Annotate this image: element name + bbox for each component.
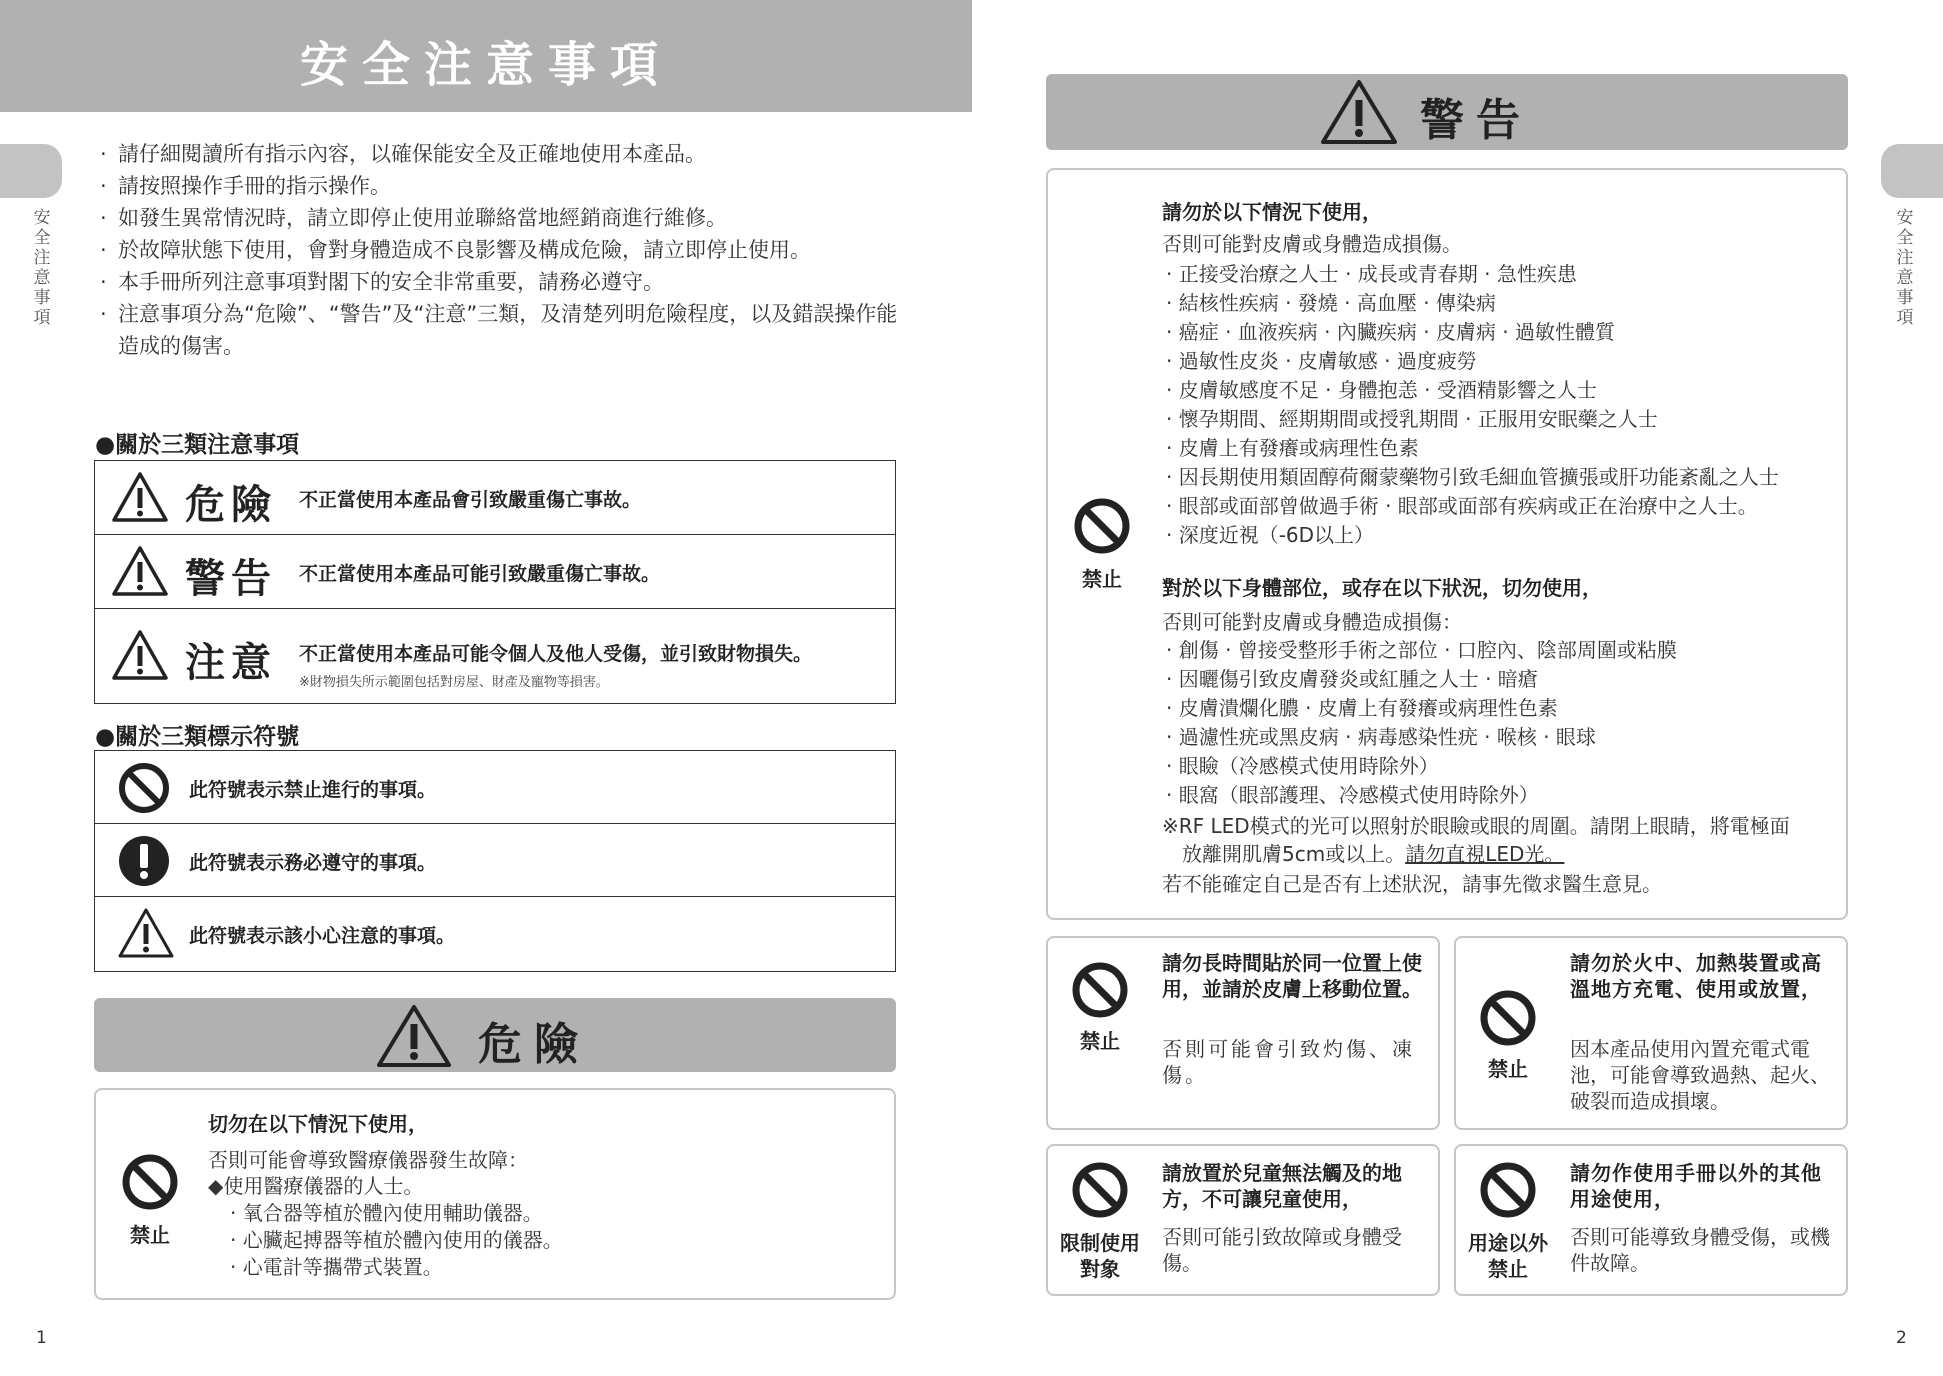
- symbol-row: [95, 824, 895, 897]
- side-tab-label-left: 安全注意事項: [33, 208, 51, 328]
- restricted-users-label: 限制使用對象: [1060, 1231, 1140, 1281]
- warning-note-cont: 放離開肌膚5cm或以上。: [1182, 842, 1406, 866]
- symbols-heading: ●關於三類標示符號: [95, 724, 300, 750]
- prohibition-heading: 請勿於火中、加熱裝置或高溫地方充電、使用或放置，: [1570, 951, 1822, 1001]
- page-number-right: 2: [1896, 1328, 1907, 1348]
- caution-icon: [117, 907, 175, 959]
- prohibited-icon: [120, 1152, 180, 1212]
- symbols-table: [94, 750, 896, 972]
- prohibited-label: 禁止: [1488, 1057, 1528, 1081]
- danger-banner-title: 危險: [478, 1019, 590, 1070]
- warning-footer: 若不能確定自己是否有上述狀況，請事先徵求醫生意見。: [1162, 872, 1662, 896]
- intro-item: · 請按照操作手冊的指示操作。: [100, 170, 900, 202]
- caution-icon: [376, 1004, 452, 1068]
- list-item: · 結核性疾病 · 發燒 · 高血壓 · 傳染病: [1166, 289, 1846, 318]
- page-number-left: 1: [36, 1328, 47, 1348]
- list-item: · 癌症 · 血液疾病 · 內臟疾病 · 皮膚病 · 過敏性體質: [1166, 318, 1846, 347]
- level-word: 警告: [185, 556, 277, 602]
- danger-box-intro: 否則可能會導致醫療儀器發生故障：: [208, 1148, 528, 1172]
- side-tab-right: [1881, 144, 1943, 198]
- list-item: · 心電計等攜帶式裝置。: [230, 1255, 443, 1279]
- list-item: · 皮膚潰爛化膿 · 皮膚上有發癢或病理性色素: [1166, 694, 1846, 723]
- level-desc: 不正當使用本產品可能引致嚴重傷亡事故。: [299, 563, 661, 585]
- prohibited-label: 禁止: [1080, 1029, 1120, 1053]
- intro-list: [100, 138, 900, 362]
- caution-icon: [111, 471, 169, 523]
- level-desc: 不正當使用本產品會引致嚴重傷亡事故。: [299, 489, 642, 511]
- warning-intro-2: 否則可能對皮膚或身體造成損傷：: [1162, 610, 1462, 634]
- intro-item: · 本手冊所列注意事項對閣下的安全非常重要，請務必遵守。: [100, 266, 900, 298]
- list-item: · 眼窩（眼部護理、冷感模式使用時除外）: [1166, 781, 1846, 810]
- prohibition-box: [1046, 936, 1440, 1130]
- intro-item: · 如發生異常情況時，請立即停止使用並聯絡當地經銷商進行維修。: [100, 202, 900, 234]
- warning-banner: [1046, 74, 1848, 150]
- symbol-text: 此符號表示該小心注意的事項。: [189, 925, 456, 947]
- prohibition-box: [1454, 936, 1848, 1130]
- list-item: · 過敏性皮炎 · 皮膚敏感 · 過度疲勞: [1166, 347, 1846, 376]
- prohibition-heading: 請勿作使用手冊以外的其他用途使用，: [1570, 1161, 1822, 1211]
- prohibition-body: 否則可能引致故障或身體受傷。: [1162, 1225, 1402, 1275]
- list-item: · 眼部或面部曾做過手術 · 眼部或面部有疾病或正在治療中之人士。: [1166, 492, 1846, 521]
- danger-box: [94, 1088, 896, 1300]
- prohibition-body: 否則可能導致身體受傷，或機件故障。: [1570, 1225, 1830, 1275]
- list-item: · 懷孕期間、經期期間或授乳期間 · 正服用安眠藥之人士: [1166, 405, 1846, 434]
- danger-box-list: [230, 1200, 563, 1281]
- prohibition-heading: 請放置於兒童無法觸及的地方，不可讓兒童使用，: [1162, 1161, 1402, 1211]
- warning-box: [1046, 168, 1848, 920]
- prohibition-body: 因本產品使用內置充電式電池，可能會導致過熱、起火、破裂而造成損壞。: [1570, 1037, 1830, 1113]
- warning-heading-2: 對於以下身體部位，或存在以下狀況，切勿使用，: [1162, 576, 1602, 600]
- prohibited-label: 禁止: [130, 1223, 170, 1247]
- list-item: · 深度近視（-6D以上）: [1166, 521, 1846, 550]
- prohibition-heading: 請勿長時間貼於同一位置上使用，並請於皮膚上移動位置。: [1162, 951, 1422, 1001]
- warning-intro-1: 否則可能對皮膚或身體造成損傷。: [1162, 232, 1462, 256]
- intro-item: · 於故障狀態下使用，會對身體造成不良影響及構成危險，請立即停止使用。: [100, 234, 900, 266]
- level-word: 危險: [185, 482, 277, 528]
- list-item: · 正接受治療之人士 · 成長或青春期 · 急性疾患: [1166, 260, 1846, 289]
- list-item: · 氧合器等植於體內使用輔助儀器。: [230, 1201, 543, 1225]
- list-item: · 過濾性疣或黑皮病 · 病毒感染性疣 · 喉核 · 眼球: [1166, 723, 1846, 752]
- prohibited-icon: [1072, 496, 1132, 556]
- danger-banner: [94, 998, 896, 1072]
- caution-icon: [111, 545, 169, 597]
- side-tab-left: [0, 144, 62, 198]
- prohibited-icon: [1478, 1160, 1538, 1220]
- mandatory-icon: [117, 834, 171, 888]
- list-item: · 眼瞼（冷感模式使用時除外）: [1166, 752, 1846, 781]
- level-note: ※財物損失所示範圍包括對房屋、財產及寵物等損害。: [299, 675, 609, 690]
- levels-heading: ●關於三類注意事項: [95, 432, 300, 458]
- warning-heading-1: 請勿於以下情況下使用，: [1162, 200, 1382, 224]
- danger-box-subheading: ◆使用醫療儀器的人士。: [208, 1174, 424, 1198]
- prohibition-box: [1454, 1144, 1848, 1296]
- caution-icon: [1320, 79, 1398, 145]
- list-item: · 因長期使用類固醇荷爾蒙藥物引致毛細血管擴張或肝功能紊亂之人士: [1166, 463, 1846, 492]
- page-title-bar: [0, 0, 972, 112]
- prohibited-icon: [117, 761, 171, 815]
- level-word: 注意: [185, 640, 277, 686]
- warning-note: ※RF LED模式的光可以照射於眼瞼或眼的周圍。請閉上眼睛，將電極面: [1162, 814, 1790, 838]
- caution-icon: [111, 629, 169, 681]
- symbol-row: [95, 897, 895, 970]
- warning-list-2: [1166, 636, 1846, 810]
- prohibited-icon: [1070, 1160, 1130, 1220]
- other-use-prohibited-label: 用途以外禁止: [1468, 1231, 1548, 1281]
- intro-item: · 請仔細閱讀所有指示內容，以確保能安全及正確地使用本產品。: [100, 138, 900, 170]
- warning-note-underlined: 請勿直視LED光。: [1405, 842, 1565, 866]
- level-row-danger: [95, 461, 895, 535]
- list-item: · 創傷 · 曾接受整形手術之部位 · 口腔內、陰部周圍或粘膜: [1166, 636, 1846, 665]
- levels-table: [94, 460, 896, 704]
- symbol-text: 此符號表示務必遵守的事項。: [189, 852, 437, 874]
- symbol-text: 此符號表示禁止進行的事項。: [189, 779, 437, 801]
- intro-item: · 注意事項分為“危險”、“警告”及“注意”三類，及清楚列明危險程度，以及錯誤操作能造成的傷害。: [100, 298, 900, 362]
- level-row-warning: [95, 535, 895, 609]
- list-item: · 心臟起搏器等植於體內使用的儀器。: [230, 1228, 563, 1252]
- prohibition-box: [1046, 1144, 1440, 1296]
- level-row-caution: [95, 609, 895, 703]
- warning-list-1: [1166, 260, 1846, 550]
- warning-banner-title: 警告: [1420, 95, 1532, 146]
- page-title: 安全注意事項: [299, 37, 672, 93]
- prohibition-body: 否則可能會引致灼傷、凍傷。: [1162, 1037, 1415, 1087]
- prohibited-label: 禁止: [1082, 567, 1122, 591]
- list-item: · 皮膚上有發癢或病理性色素: [1166, 434, 1846, 463]
- warning-note-line2: [1182, 842, 1564, 867]
- level-desc: 不正當使用本產品可能令個人及他人受傷，並引致財物損失。: [299, 643, 813, 665]
- list-item: · 因曬傷引致皮膚發炎或紅腫之人士 · 暗瘡: [1166, 665, 1846, 694]
- prohibited-icon: [1478, 988, 1538, 1048]
- prohibited-icon: [1070, 960, 1130, 1020]
- side-tab-label-right: 安全注意事項: [1896, 208, 1914, 328]
- list-item: · 皮膚敏感度不足 · 身體抱恙 · 受酒精影響之人士: [1166, 376, 1846, 405]
- danger-box-heading: 切勿在以下情況下使用，: [208, 1112, 428, 1136]
- symbol-row: [95, 751, 895, 824]
